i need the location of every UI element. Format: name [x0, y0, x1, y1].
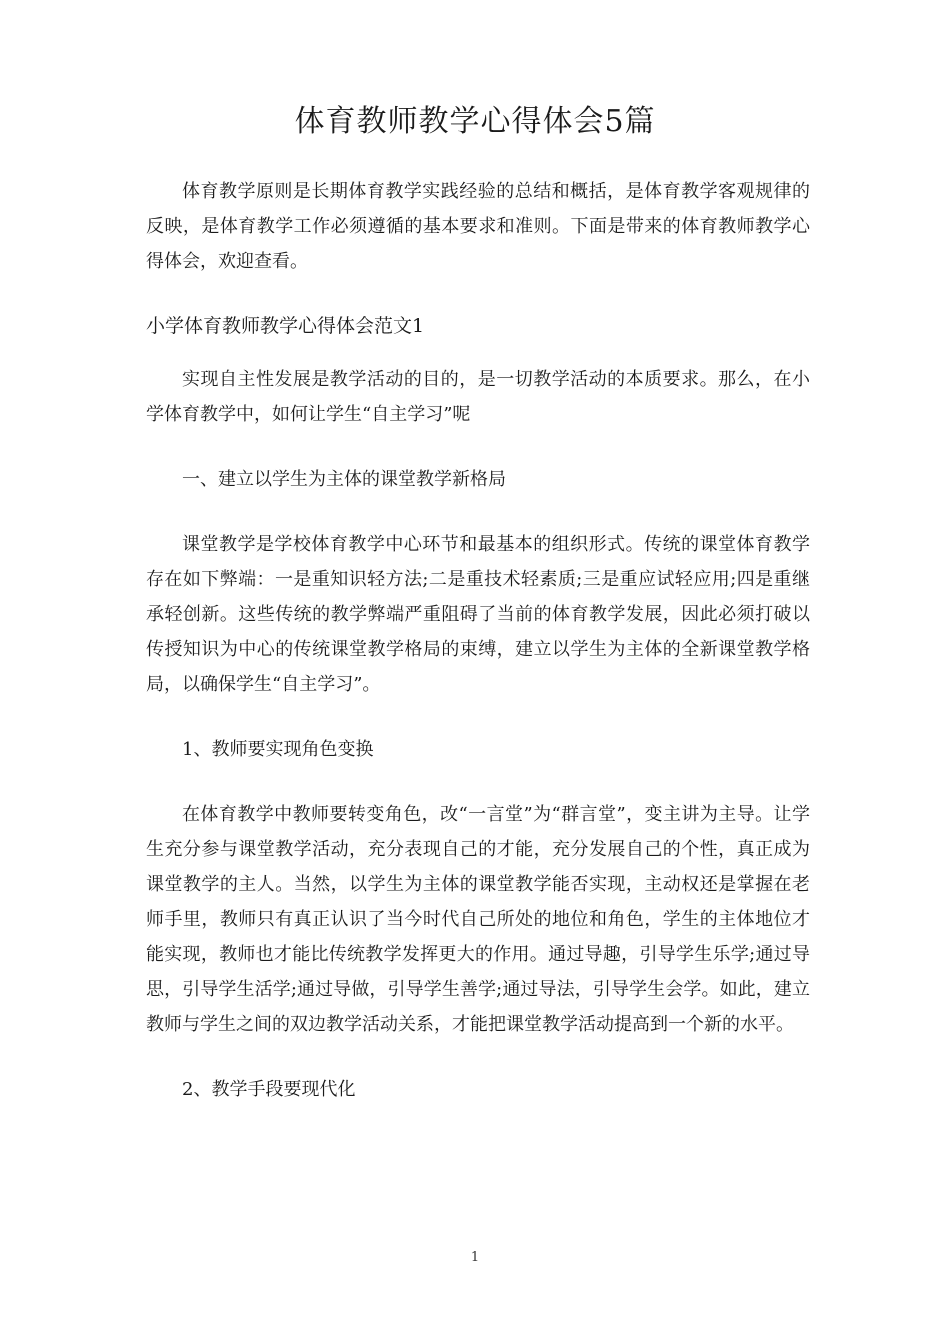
heading-1: 一、建立以学生为主体的课堂教学新格局: [182, 469, 506, 490]
section-title: 小学体育教师教学心得体会范文1: [146, 315, 425, 337]
paragraph-2: 课堂教学是学校体育教学中心环节和最基本的组织形式。传统的课堂体育教学存在如下弊端：一是重知识轻方法;二是重技术轻素质;三是重应试轻应用;四是重继承轻创新。这些传统的教学弊端严重阻碍了当前的体育教学发展，因此必须打破以传授知识为中心的传统课堂教学格局的束缚，建立以学生为主体的全新课堂教学格局，以确保学生“自主学习”。: [146, 534, 810, 695]
document-body: [146, 174, 810, 1107]
subheading-1: 1、教师要实现角色变换: [182, 739, 374, 760]
document-title: 体育教师教学心得体会5篇: [294, 104, 656, 139]
subheading-2: 2、教学手段要现代化: [182, 1079, 356, 1100]
paragraph-3: 在体育教学中教师要转变角色，改“一言堂”为“群言堂”，变主讲为主导。让学生充分参与课堂教学活动，充分表现自己的才能，充分发展自己的个性，真正成为课堂教学的主人。当然，以学生为主体的课堂教学能否实现，主动权还是掌握在老师手里，教师只有真正认识了当今时代自己所处的地位和角色，学生的主体地位才能实现，教师也才能比传统教学发挥更大的作用。通过导趣，引导学生乐学;通过导思，引导学生活学;通过导做，引导学生善学;通过导法，引导学生会学。如此，建立教师与学生之间的双边教学活动关系，才能把课堂教学活动提高到一个新的水平。: [146, 804, 810, 1035]
paragraph-1: 实现自主性发展是教学活动的目的，是一切教学活动的本质要求。那么，在小学体育教学中，如何让学生“自主学习”呢: [146, 369, 810, 425]
page-number: 1: [470, 1250, 480, 1265]
intro-paragraph: 体育教学原则是长期体育教学实践经验的总结和概括，是体育教学客观规律的反映，是体育教学工作必须遵循的基本要求和准则。下面是带来的体育教师教学心得体会，欢迎查看。: [146, 181, 810, 272]
